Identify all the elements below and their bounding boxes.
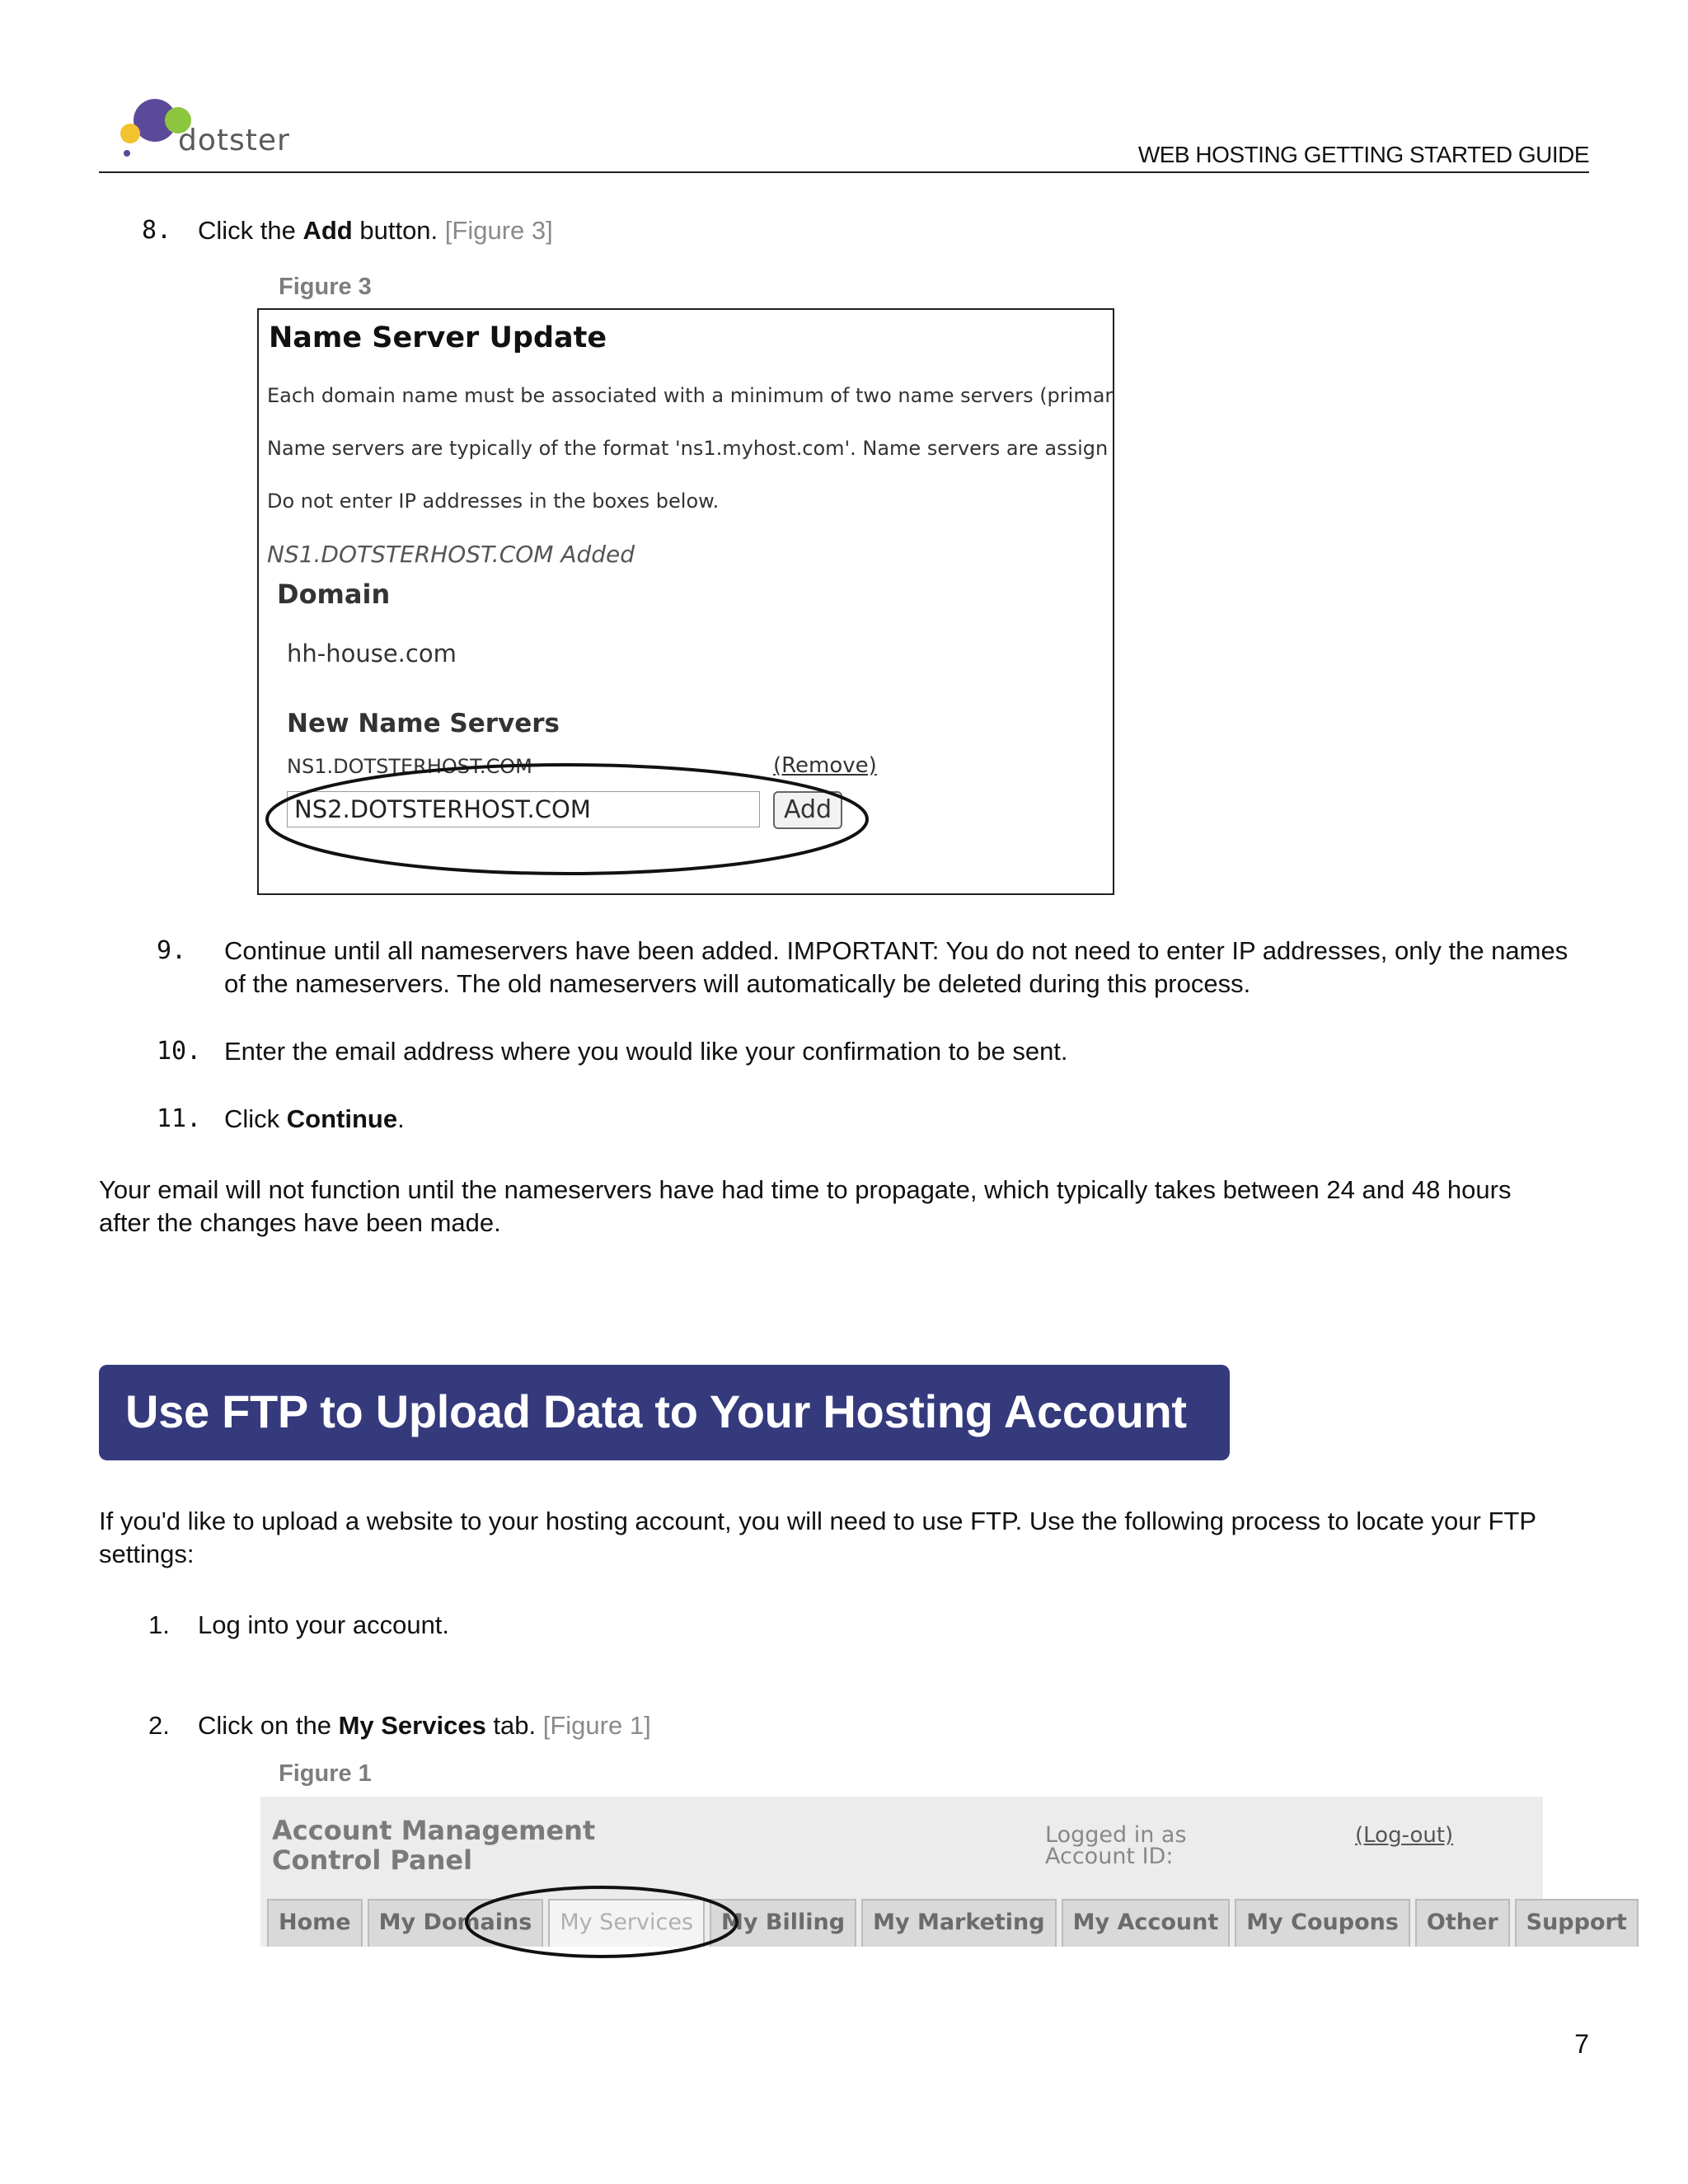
step-10-number: 10. — [157, 1037, 202, 1066]
remove-link[interactable]: (Remove) — [773, 753, 877, 778]
tab-my-billing[interactable]: My Billing — [710, 1899, 856, 1947]
ftp-step-2-bold: My Services — [338, 1711, 486, 1740]
header-divider — [99, 171, 1589, 173]
logged-in-label — [1045, 1822, 1187, 1869]
tab-support[interactable]: Support — [1515, 1899, 1639, 1947]
new-name-servers-heading: New Name Servers — [287, 709, 560, 738]
tab-my-services[interactable]: My Services — [548, 1899, 705, 1947]
tab-my-marketing[interactable]: My Marketing — [861, 1899, 1057, 1947]
figure-3-screenshot — [257, 308, 1114, 895]
step-11-pre: Click — [224, 1104, 287, 1133]
highlight-ellipse-icon — [259, 760, 885, 883]
logged-in-line-1: Logged in as — [1045, 1822, 1187, 1848]
ftp-step-1-text: Log into your account. — [198, 1610, 450, 1639]
figure-3-label: Figure 3 — [279, 274, 372, 300]
logo-text: dotster — [178, 124, 290, 157]
logout-link[interactable]: (Log-out) — [1355, 1823, 1454, 1848]
ns-instructions-line-1: Each domain name must be associated with a minimum of two name servers (primar — [267, 384, 1114, 407]
domain-value: hh-house.com — [287, 640, 457, 668]
my-services-highlight-ellipse-icon — [462, 1882, 742, 1961]
step-9-line-2: of the nameservers. The old nameservers will automatically be deleted during this process. — [224, 969, 1251, 998]
tab-other[interactable]: Other — [1415, 1899, 1510, 1947]
section-title: Use FTP to Upload Data to Your Hosting Account — [125, 1385, 1187, 1437]
guide-title: WEB HOSTING GETTING STARTED GUIDE — [1137, 142, 1589, 167]
step-8-bold: Add — [302, 216, 353, 245]
step-8-text — [198, 214, 553, 247]
account-management-title-line-1: Account Management — [272, 1815, 596, 1846]
name-server-input[interactable]: NS2.DOTSTERHOST.COM — [287, 791, 760, 827]
figure-1-screenshot — [260, 1797, 1627, 1947]
ftp-step-2-post: tab. — [485, 1711, 543, 1740]
step-8-pre: Click the — [198, 216, 303, 245]
tab-my-domains[interactable]: My Domains — [368, 1899, 544, 1947]
propagation-note-line-2: after the changes have been made. — [99, 1208, 501, 1237]
step-8-number: 8. — [142, 216, 172, 245]
tab-home[interactable]: Home — [267, 1899, 363, 1947]
ftp-step-1-number: 1. — [148, 1610, 170, 1639]
logged-in-line-2: Account ID: — [1045, 1844, 1174, 1869]
figure-1-label: Figure 1 — [279, 1760, 372, 1787]
existing-name-server: NS1.DOTSTERHOST.COM — [287, 755, 532, 778]
step-11-post: . — [397, 1104, 405, 1133]
step-8-figure-ref: [Figure 3] — [444, 216, 553, 245]
ftp-step-2-figure-ref: [Figure 1] — [542, 1711, 651, 1740]
step-8-post: button. — [352, 216, 445, 245]
step-10-text: Enter the email address where you would like your confirmation to be sent. — [224, 1037, 1068, 1066]
step-9-number: 9. — [157, 936, 187, 965]
step-9-line-1: Continue until all nameservers have been added. IMPORTANT: You do not need to enter IP addresses, only the names — [224, 936, 1568, 965]
name-server-update-title: Name Server Update — [269, 321, 607, 354]
ns-instructions-line-3: Do not enter IP addresses in the boxes below. — [267, 490, 720, 513]
step-11-bold: Continue — [286, 1104, 398, 1133]
tab-my-account[interactable]: My Account — [1062, 1899, 1231, 1947]
ftp-step-2-number: 2. — [148, 1711, 170, 1740]
account-management-title-line-2: Control Panel — [272, 1844, 473, 1876]
ftp-intro-line-1: If you'd like to upload a website to your hosting account, you will need to use FTP. Use the following process to locate your FTP — [99, 1507, 1537, 1535]
ftp-step-2-pre: Click on the — [198, 1711, 339, 1740]
propagation-note-line-1: Your email will not function until the nameservers have had time to propagate, which typically takes between 24 and 48 hours — [99, 1175, 1512, 1204]
page-number: 7 — [1574, 2029, 1589, 2059]
domain-heading: Domain — [277, 579, 391, 610]
ns-added-message: NS1.DOTSTERHOST.COM Added — [267, 541, 635, 568]
ftp-step-2-text — [198, 1709, 651, 1742]
add-button[interactable]: Add — [773, 791, 842, 829]
ns-instructions-line-2: Name servers are typically of the format 'ns1.myhost.com'. Name servers are assign — [267, 437, 1109, 460]
step-11-text — [224, 1103, 405, 1136]
step-11-number: 11. — [157, 1104, 202, 1133]
tab-my-coupons[interactable]: My Coupons — [1235, 1899, 1410, 1947]
ftp-intro-line-2: settings: — [99, 1540, 195, 1568]
